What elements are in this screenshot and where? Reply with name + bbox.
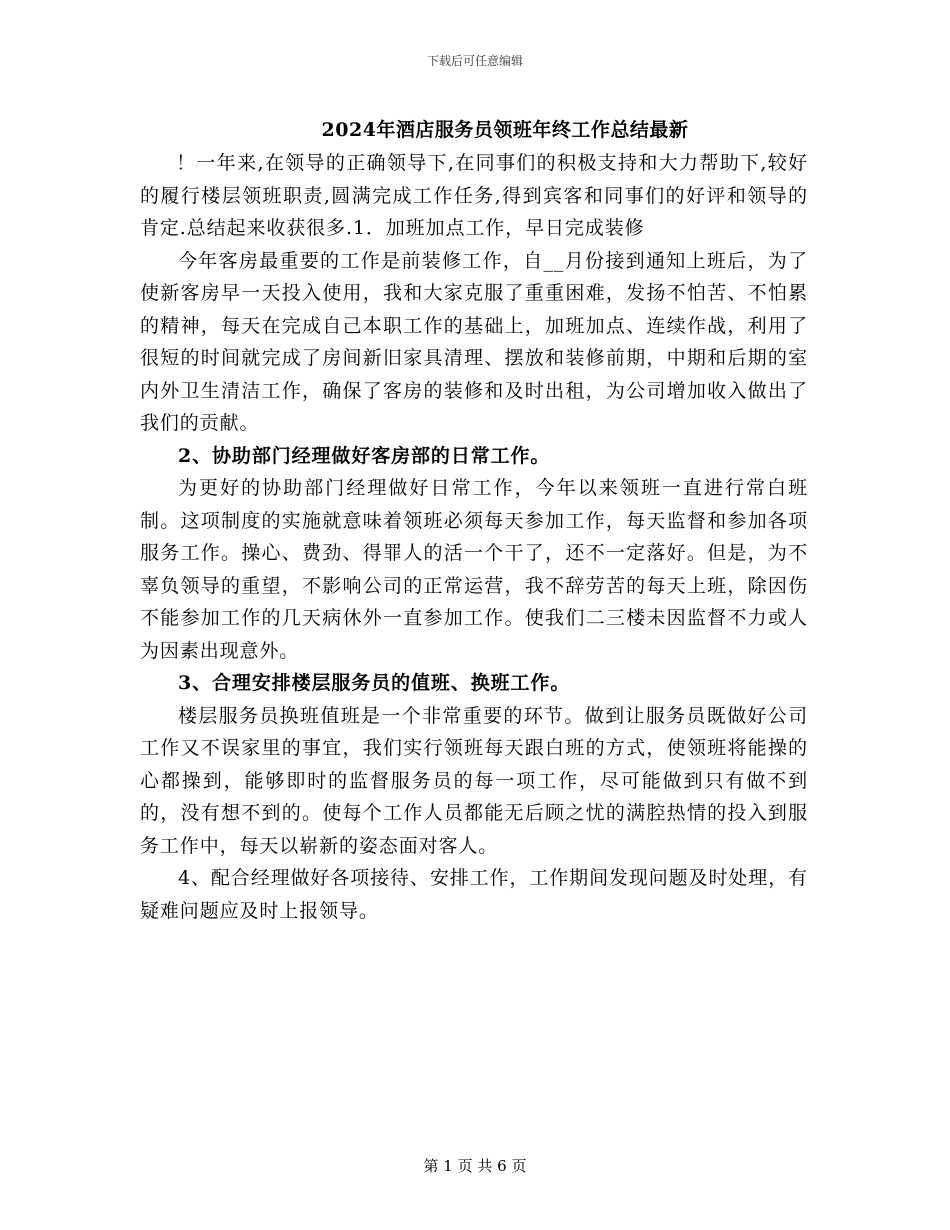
header-note: 下载后可任意编辑: [426, 54, 523, 68]
paragraph-reception: 4、配合经理做好各项接待、安排工作，工作期间发现问题及时处理，有疑难问题应及时上报领导。: [140, 867, 808, 922]
document-title: 2024年酒店服务员领班年终工作总结最新: [321, 119, 689, 141]
paragraph-intro: ！一年来,在领导的正确领导下,在同事们的积极支持和大力帮助下,较好的履行楼层领班职责,圆满完成工作任务,得到宾客和同事们的好评和领导的肯定.总结起来收获很多.1．加班加点工作，早日完成装修: [140, 152, 808, 239]
section-heading-2: 2、协助部门经理做好客房部的日常工作。: [178, 444, 551, 467]
paragraph-daily-work: 为更好的协助部门经理做好日常工作，今年以来领班一直进行常白班制。这项制度的实施就意味着领班必须每天参加工作，每天监督和参加各项服务工作。操心、费劲、得罪人的活一个干了，还不一定落好。但是，为不辜负领导的重望，不影响公司的正常运营，我不辞劳苦的每天上班，除因伤不能参加工作的几天病休外一直参加工作。使我们二三楼未因监督不力或人为因素出现意外。: [140, 477, 808, 662]
paragraph-shift-arrangement: 楼层服务员换班值班是一个非常重要的环节。做到让服务员既做好公司工作又不误家里的事宜，我们实行领班每天跟白班的方式，使领班将能操的心都操到，能够即时的监督服务员的每一项工作，尽可能做到只有做不到的，没有想不到的。使每个工作人员都能无后顾之忧的满腔热情的投入到服务工作中，每天以崭新的姿态面对客人。: [140, 704, 808, 857]
document-body: [140, 147, 808, 927]
section-heading-3: 3、合理安排楼层服务员的值班、换班工作。: [178, 672, 571, 694]
paragraph-renovation: 今年客房最重要的工作是前装修工作，自__月份接到通知上班后，为了使新客房早一天投入使用，我和大家克服了重重困难，发扬不怕苦、不怕累的精神，每天在完成自己本职工作的基础上，加班加点、连续作战，利用了很短的时间就完成了房间新旧家具清理、摆放和装修前期，中期和后期的室内外卫生清洁工作，确保了客房的装修和及时出租，为公司增加收入做出了我们的贡献。: [140, 249, 808, 434]
page-footer: 第 1 页 共 6 页: [423, 1157, 527, 1175]
